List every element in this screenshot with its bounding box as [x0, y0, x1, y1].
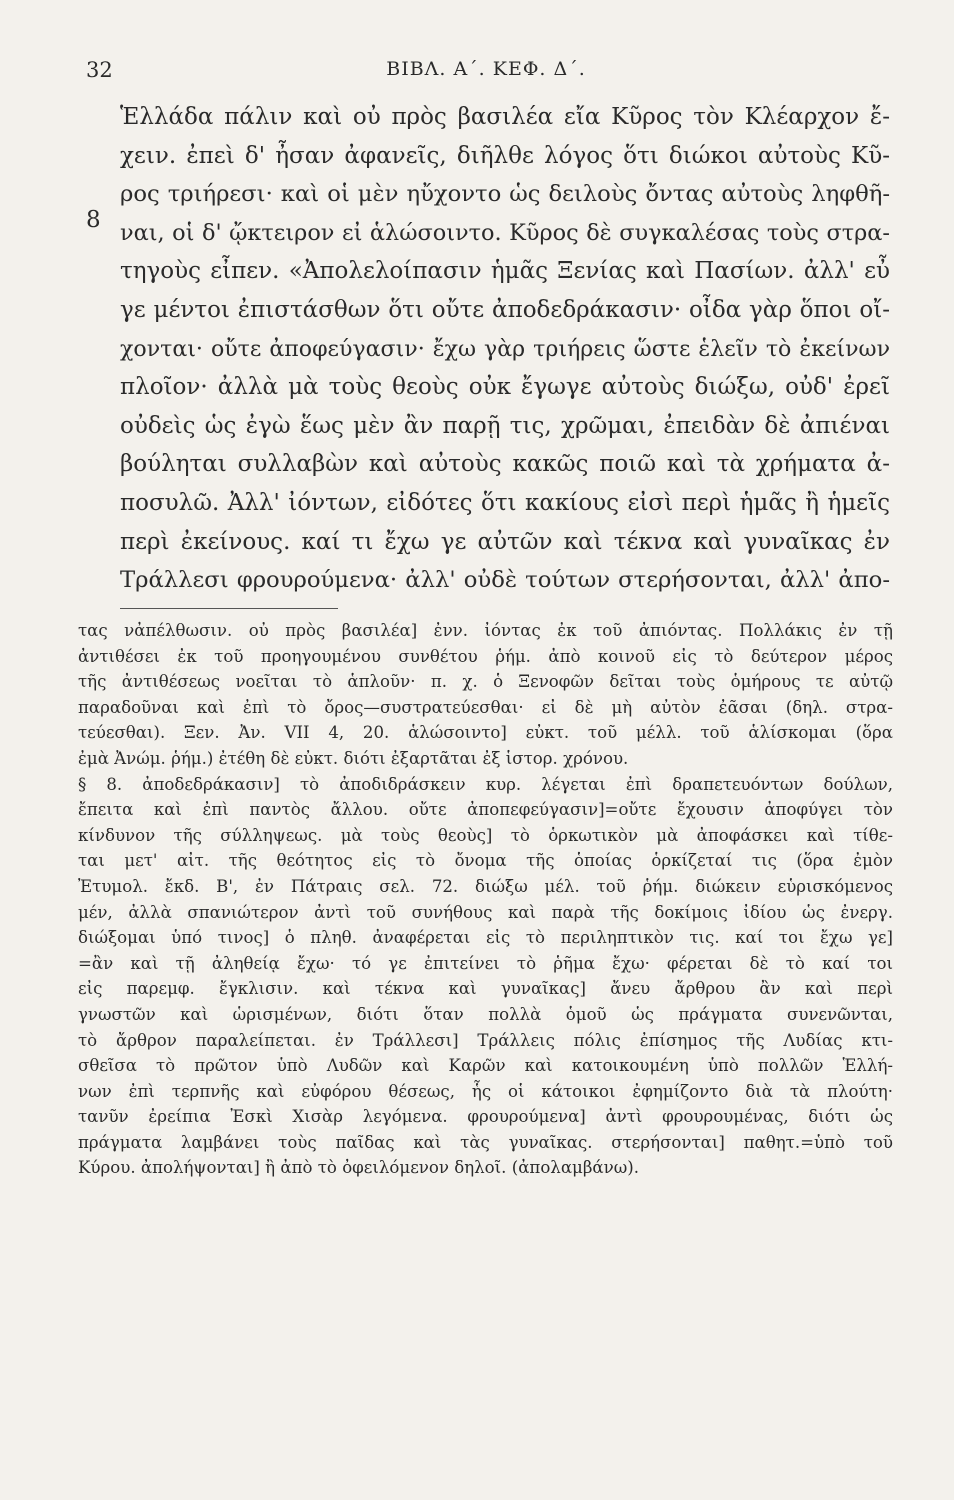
running-title: ΒΙΒΛ. Α΄. ΚΕΦ. Δ΄. [386, 58, 586, 80]
footnote-separator [120, 608, 338, 609]
section-marker: 8 [86, 207, 101, 233]
page-header [0, 58, 954, 88]
note-line: νων ἐπὶ τερπνῆς καὶ εὐφόρου θέσεως, ἧς οἱ κάτοικοι ἐφημίζοντο διὰ τὰ πλούτη· [78, 1081, 893, 1101]
note-line: Ἐτυμολ. ἔκδ. Β', ἐν Πάτραις σελ. 72. διώξω μέλ. τοῦ ῥήμ. διώκειν εὑρισκόμενος [78, 876, 893, 896]
note-line: ται μετ' αἰτ. τῆς θεότητος εἰς τὸ ὄνομα τῆς ὁποίας ὁρκίζεταί τις (ὅρα ἐμὸν [78, 851, 893, 871]
page-number: 32 [86, 58, 113, 82]
commentary-notes [78, 618, 893, 1181]
main-text-line: Τράλλεσι φρουρούμενα· ἀλλ' οὐδὲ τούτων στερήσονται, ἀλλ' ἀπο- [120, 567, 890, 594]
note-line: =ἂν καὶ τῇ ἀληθείᾳ ἔχω· τό γε ἐπιτείνει τὸ ῥῆμα ἔχω· φέρεται δὲ τὸ καί τοι [78, 953, 893, 973]
main-text-line: ναι, οἱ δ' ᾤκτειρον εἰ ἁλώσοιντο. Κῦρος δὲ συγκαλέσας τοὺς στρα- [120, 219, 890, 246]
main-text-line: τηγοὺς εἶπεν. «Ἀπολελοίπασιν ἡμᾶς Ξενίας καὶ Πασίων. ἀλλ' εὖ [120, 258, 890, 285]
note-line: ἀντιθέσει ἐκ τοῦ προηγουμένου συνθέτου ῥήμ. ἀπὸ κοινοῦ εἰς τὸ δεύτερον μέρος [78, 646, 893, 666]
note-line: τας νἀπέλθωσιν. οὐ πρὸς βασιλέα] ἐνν. ἰόντας ἐκ τοῦ ἀπιόντας. Πολλάκις ἐν τῇ [78, 621, 893, 640]
note-line: τανῦν ἐρείπια Ἐσκὶ Χισὰρ λεγόμενα. φρουρούμενα] ἀντὶ φρουρουμένας, διότι ὡς [78, 1107, 893, 1127]
main-text-line: χονται· οὔτε ἀποφεύγασιν· ἔχω γὰρ τριήρεις ὥστε ἑλεῖν τὸ ἐκείνων [120, 335, 890, 362]
note-line: ἔπειτα καὶ ἐπὶ παντὸς ἄλλου. οὔτε ἀποπεφεύγασιν]=οὔτε ἔχουσιν ἀποφύγει τὸν [78, 800, 893, 820]
note-line: τῆς ἀντιθέσεως νοεῖται τὸ ἁπλοῦν· π. χ. ὁ Ξενοφῶν δεῖται τοὺς ὁμήρους τε αὐτῷ [78, 672, 893, 692]
main-text-line: γε μέντοι ἐπιστάσθων ὅτι οὔτε ἀποδεδράκασιν· οἶδα γὰρ ὅποι οἴ- [120, 296, 890, 323]
main-text-line: χειν. ἐπεὶ δ' ἦσαν ἀφανεῖς, διῆλθε λόγος ὅτι διώκοι αὐτοὺς Κῦ- [120, 142, 890, 169]
note-line: μέν, ἀλλὰ σπανιώτερον ἀντὶ τοῦ συνήθους καὶ παρὰ τῆς δοκίμοις ἰδίου ὡς ἐνεργ. [78, 902, 893, 922]
note-line: σθεῖσα τὸ πρῶτον ὑπὸ Λυδῶν καὶ Καρῶν καὶ κατοικουμένη ὑπὸ πολλῶν Ἑλλή- [78, 1056, 893, 1076]
note-line: διώξομαι ὑπό τινος] ὁ πληθ. ἀναφέρεται εἰς τὸ περιληπτικὸν τις. καί τοι ἔχω γε] [78, 928, 893, 948]
note-line: τὸ ἄρθρον παραλείπεται. ἐν Τράλλεσι] Τράλλεις πόλις ἐπίσημος τῆς Λυδίας κτι- [78, 1030, 893, 1050]
note-line: τεύεσθαι). Ξεν. Ἀν. VII 4, 20. ἁλώσοιντο] εὐκτ. τοῦ μέλλ. τοῦ ἁλίσκομαι (ὅρα [78, 723, 893, 743]
main-text-line: βούληται συλλαβὼν καὶ αὐτοὺς κακῶς ποιῶ καὶ τὰ χρήματα ἀ- [120, 451, 890, 478]
main-text-line: πλοῖον· ἀλλὰ μὰ τοὺς θεοὺς οὐκ ἔγωγε αὐτοὺς διώξω, οὐδ' ἐρεῖ [120, 374, 890, 401]
note-line: κίνδυνον τῆς σύλληψεως. μὰ τοὺς θεοὺς] τὸ ὁρκωτικὸν μὰ ἀποφάσκει καὶ τίθε- [78, 825, 893, 845]
note-line: γνωστῶν καὶ ὡρισμένων, διότι ὅταν πολλὰ ὁμοῦ ὡς πράγματα συνενῶνται, [78, 1004, 893, 1024]
note-line: εἰς παρεμφ. ἔγκλισιν. καὶ τέκνα καὶ γυναῖκας] ἄνευ ἄρθρου ἂν καὶ περὶ [78, 979, 893, 999]
note-line: πράγματα λαμβάνει τοὺς παῖδας καὶ τὰς γυναῖκας. στερήσονται] παθητ.=ὑπὸ τοῦ [78, 1132, 893, 1152]
note-line: ἐμὰ Ἀνώμ. ῥήμ.) ἐτέθη δὲ εὐκτ. διότι ἐξαρτᾶται ἐξ ἱστορ. χρόνου. [78, 748, 629, 768]
main-text-line: Ἑλλάδα πάλιν καὶ οὐ πρὸς βασιλέα εἴα Κῦρος τὸν Κλέαρχον ἔ- [120, 104, 890, 130]
note-line: παραδοῦναι καὶ ἐπὶ τὸ ὄρος—συστρατεύεσθαι· εἰ δὲ μὴ αὐτὸν ἐᾶσαι (δηλ. στρα- [78, 697, 893, 717]
note-line: § 8. ἀποδεδράκασιν] τὸ ἀποδιδράσκειν κυρ. λέγεται ἐπὶ δραπετευόντων δούλων, [78, 774, 893, 794]
main-text-line: ρος τριήρεσι· καὶ οἱ μὲν ηὔχοντο ὡς δειλοὺς ὄντας αὐτοὺς ληφθῆ- [120, 181, 890, 208]
main-text-line: περὶ ἐκείνους. καί τι ἔχω γε αὐτῶν καὶ τέκνα καὶ γυναῖκας ἐν [120, 528, 890, 555]
main-text-line: οὐδεὶς ὡς ἐγὼ ἕως μὲν ἂν παρῇ τις, χρῶμαι, ἐπειδὰν δὲ ἀπιέναι [120, 412, 890, 439]
main-text [120, 98, 890, 600]
note-line: Κύρου. ἀπολήψονται] ἢ ἀπὸ τὸ ὀφειλόμενον δηλοῖ. (ἀπολαμβάνω). [78, 1158, 639, 1178]
main-text-line: ποσυλῶ. Ἀλλ' ἰόντων, εἰδότες ὅτι κακίους εἰσὶ περὶ ἡμᾶς ἢ ἡμεῖς [120, 489, 890, 516]
